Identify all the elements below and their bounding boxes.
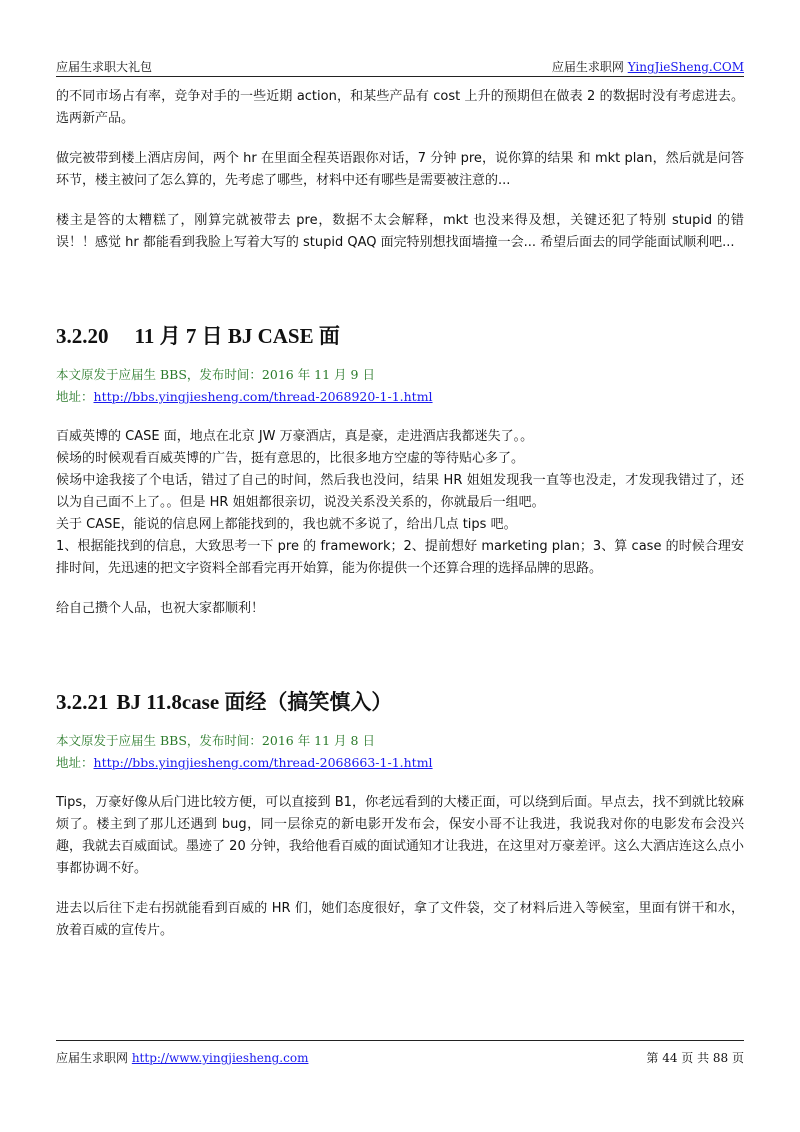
intro-paragraph-3: 楼主是答的太糟糕了，刚算完就被带去 pre，数据不太会解释，mkt 也没来得及想，关键还犯了特别 stupid 的错误！！感觉 hr 都能看到我脸上写着大写的 stupid QAQ 面完特别想找面墙撞一会... 希望后面去的同学能面试顺利吧...	[56, 213, 744, 250]
header-title: 应届生求职大礼包	[56, 60, 153, 74]
header-site-label: 应届生求职网	[551, 60, 628, 74]
section-title-text: 11 月 7 日 BJ CASE 面	[134, 324, 340, 348]
header-site-link[interactable]: YingJieSheng.COM	[627, 60, 744, 74]
section-number: 3.2.21	[56, 690, 109, 714]
section-source: 本文原发于应届生 BBS，发布时间：2016 年 11 月 8 日	[56, 733, 375, 748]
section-address	[56, 386, 744, 408]
section-heading-3-2-21	[56, 688, 744, 716]
address-label: 地址：	[56, 755, 94, 770]
page-content	[56, 86, 744, 942]
section-source: 本文原发于应届生 BBS，发布时间：2016 年 11 月 9 日	[56, 367, 375, 382]
page-number: 第 44 页 共 88 页	[646, 1051, 744, 1065]
footer-site-link[interactable]: http://www.yingjiesheng.com	[131, 1051, 309, 1065]
section-paragraph: 候场中途我接了个电话，错过了自己的时间，然后我也没问，结果 HR 姐姐发现我一直等也没走，才发现我错过了，还以为自己面不上了。。但是 HR 姐姐都很亲切，说没关系没关系的，你就最后一组吧。	[56, 473, 744, 510]
section-paragraph: 百威英博的 CASE 面，地点在北京 JW 万豪酒店，真是豪，走进酒店我都迷失了。。	[56, 429, 534, 444]
intro-paragraph-1: 的不同市场占有率，竞争对手的一些近期 action，和某些产品有 cost 上升的预期但在做表 2 的数据时没有考虑进去。选两新产品。	[56, 89, 744, 126]
section-heading-3-2-20	[56, 322, 744, 350]
section-paragraph: Tips，万豪好像从后门进比较方便，可以直接到 B1，你老远看到的大楼正面，可以绕到后面。早点去，找不到就比较麻烦了。楼主到了那儿还遇到 bug，同一层徐克的新电影开发布会，保安小哥不让我进，我说我对你的电影发布会没兴趣，我就去百威面试。墨迹了 20 分钟，我给他看百威的面试通知才让我进，在这里对万豪差评。这么大酒店连这么点小事都协调不好。	[56, 795, 744, 876]
address-label: 地址：	[56, 389, 94, 404]
section-paragraph: 1、根据能找到的信息，大致思考一下 pre 的 framework；2、提前想好 marketing plan；3、算 case 的时候合理安排时间，先迅速的把文字资料全部看完再开始算，能为你提供一个还算合理的选择品牌的思路。	[56, 539, 744, 576]
footer-site	[56, 1049, 308, 1066]
section-paragraph: 候场的时候观看百威英博的广告，挺有意思的，比很多地方空虚的等待贴心多了。	[56, 451, 525, 466]
section-paragraph: 关于 CASE，能说的信息网上都能找到的，我也就不多说了，给出几点 tips 吧。	[56, 517, 517, 532]
section-number: 3.2.20	[56, 324, 109, 348]
thread-link[interactable]: http://bbs.yingjiesheng.com/thread-2068663-1-1.html	[93, 755, 433, 770]
header-site	[552, 58, 744, 75]
footer-site-label: 应届生求职网	[56, 1051, 132, 1065]
page-header	[56, 56, 744, 77]
section-paragraph: 给自己攒个人品，也祝大家都顺利！	[56, 601, 265, 616]
page-footer	[56, 1040, 744, 1071]
section-address	[56, 752, 744, 774]
section-paragraph: 进去以后往下走右拐就能看到百威的 HR 们，她们态度很好，拿了文件袋，交了材料后进入等候室，里面有饼干和水，放着百威的宣传片。	[56, 901, 744, 938]
section-title-text: BJ 11.8case 面经（搞笑慎入）	[116, 690, 393, 714]
intro-paragraph-2: 做完被带到楼上酒店房间，两个 hr 在里面全程英语跟你对话，7 分钟 pre，说你算的结果 和 mkt plan，然后就是问答环节，楼主被问了怎么算的，先考虑了哪些，材料中还有哪些是需要被注意的...	[56, 151, 744, 188]
thread-link[interactable]: http://bbs.yingjiesheng.com/thread-2068920-1-1.html	[93, 389, 433, 404]
